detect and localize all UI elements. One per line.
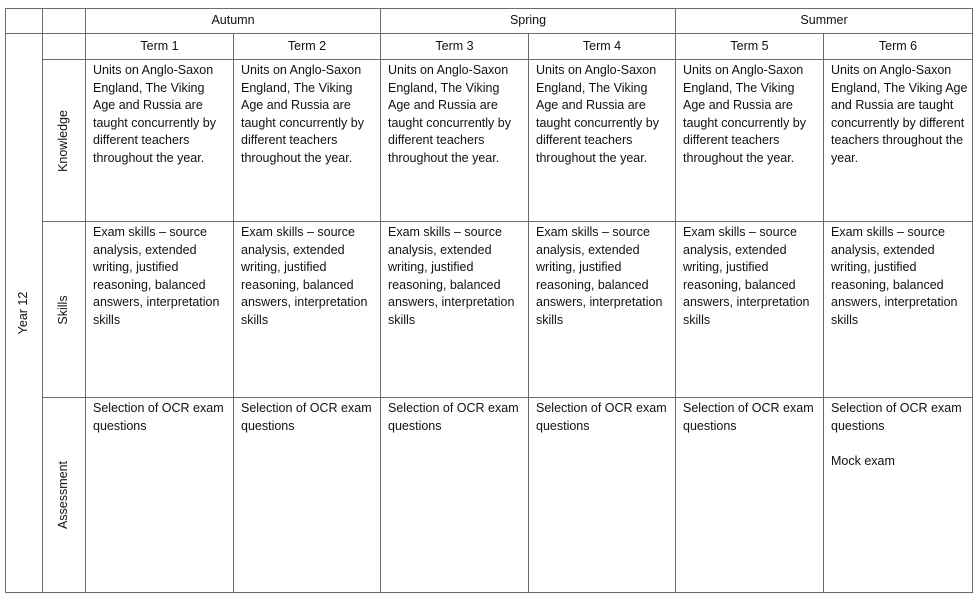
corner-cell bbox=[43, 9, 86, 34]
assessment-cell-term-4 bbox=[529, 398, 676, 593]
cell-text: Selection of OCR exam questions bbox=[241, 401, 372, 433]
cell-text: Exam skills – source analysis, extended writing, justified reasoning, balanced answers, interpretation skills bbox=[93, 225, 220, 327]
term-header-row bbox=[6, 34, 973, 60]
term-header-3: Term 3 bbox=[381, 34, 529, 60]
cell-text: Selection of OCR exam questions bbox=[536, 401, 667, 433]
knowledge-cell-term-2 bbox=[234, 60, 381, 222]
skills-cell-term-4 bbox=[529, 222, 676, 398]
term-row-blank-cell bbox=[43, 34, 86, 60]
knowledge-cell-term-4 bbox=[529, 60, 676, 222]
cell-text: Units on Anglo-Saxon England, The Viking Age and Russia are taught concurrently by different teachers throughout the year. bbox=[831, 63, 968, 165]
knowledge-cell-term-5 bbox=[676, 60, 824, 222]
assessment-cell-term-3 bbox=[381, 398, 529, 593]
cell-text: Selection of OCR exam questions bbox=[683, 401, 814, 433]
season-spring: Spring bbox=[381, 9, 676, 34]
cell-text: Selection of OCR exam questions bbox=[93, 401, 224, 433]
knowledge-cell-term-6 bbox=[824, 60, 973, 222]
term-header-2: Term 2 bbox=[234, 34, 381, 60]
cell-text: Exam skills – source analysis, extended writing, justified reasoning, balanced answers, interpretation skills bbox=[831, 225, 958, 327]
cell-text: Units on Anglo-Saxon England, The Viking Age and Russia are taught concurrently by different teachers throughout the year. bbox=[683, 63, 807, 165]
curriculum-table bbox=[5, 8, 973, 593]
term-header-5: Term 5 bbox=[676, 34, 824, 60]
cell-text: Units on Anglo-Saxon England, The Viking Age and Russia are taught concurrently by different teachers throughout the year. bbox=[93, 63, 216, 165]
cell-text: Selection of OCR exam questions Mock exam bbox=[831, 401, 962, 468]
assessment-cell-term-6 bbox=[824, 398, 973, 593]
skills-cell-term-6 bbox=[824, 222, 973, 398]
term-header-4: Term 4 bbox=[529, 34, 676, 60]
term-header-6: Term 6 bbox=[824, 34, 973, 60]
skills-cell-term-1 bbox=[86, 222, 234, 398]
knowledge-row bbox=[6, 60, 973, 222]
season-autumn: Autumn bbox=[86, 9, 381, 34]
row-label-knowledge: Knowledge bbox=[56, 109, 71, 172]
cell-text: Units on Anglo-Saxon England, The Viking Age and Russia are taught concurrently by different teachers throughout the year. bbox=[388, 63, 511, 165]
assessment-row bbox=[6, 398, 973, 593]
term-header-1: Term 1 bbox=[86, 34, 234, 60]
row-label-cell bbox=[43, 398, 86, 593]
cell-text: Units on Anglo-Saxon England, The Viking Age and Russia are taught concurrently by different teachers throughout the year. bbox=[241, 63, 364, 165]
cell-text: Exam skills – source analysis, extended writing, justified reasoning, balanced answers, interpretation skills bbox=[536, 225, 663, 327]
cell-text: Exam skills – source analysis, extended writing, justified reasoning, balanced answers, interpretation skills bbox=[241, 225, 368, 327]
corner-cell bbox=[6, 9, 43, 34]
cell-text: Selection of OCR exam questions bbox=[388, 401, 519, 433]
cell-text: Exam skills – source analysis, extended writing, justified reasoning, balanced answers, interpretation skills bbox=[683, 225, 810, 327]
skills-row bbox=[6, 222, 973, 398]
assessment-cell-term-5 bbox=[676, 398, 824, 593]
cell-text: Units on Anglo-Saxon England, The Viking Age and Russia are taught concurrently by different teachers throughout the year. bbox=[536, 63, 659, 165]
skills-cell-term-3 bbox=[381, 222, 529, 398]
knowledge-cell-term-3 bbox=[381, 60, 529, 222]
cell-text: Exam skills – source analysis, extended writing, justified reasoning, balanced answers, interpretation skills bbox=[388, 225, 515, 327]
assessment-cell-term-1 bbox=[86, 398, 234, 593]
skills-cell-term-5 bbox=[676, 222, 824, 398]
year-label-cell bbox=[6, 34, 43, 593]
season-header-row bbox=[6, 9, 973, 34]
knowledge-cell-term-1 bbox=[86, 60, 234, 222]
assessment-cell-term-2 bbox=[234, 398, 381, 593]
year-label: Year 12 bbox=[16, 291, 31, 335]
row-label-assessment: Assessment bbox=[56, 460, 71, 530]
season-summer: Summer bbox=[676, 9, 973, 34]
skills-cell-term-2 bbox=[234, 222, 381, 398]
row-label-cell bbox=[43, 222, 86, 398]
row-label-skills: Skills bbox=[56, 294, 71, 325]
row-label-cell bbox=[43, 60, 86, 222]
